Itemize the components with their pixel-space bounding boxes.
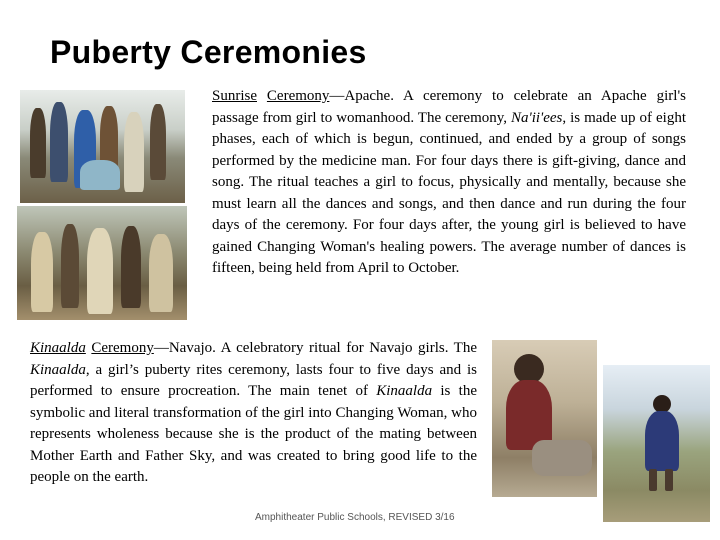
kinaalda-text-part2: , a girl’s puberty rites ceremony, lasts four to five days and is performed to ensure procreation. The main tenet of	[30, 361, 477, 399]
sunrise-ceremony-paragraph	[212, 86, 686, 280]
kinaalda-term: Kinaalda	[30, 340, 86, 356]
kinaalda-text-part1: —Navajo. A celebratory ritual for Navajo girls. The	[153, 340, 477, 356]
apache-ceremony-crowd-photo	[20, 90, 185, 203]
naiiees-term: Na'ii'ees	[510, 109, 563, 126]
sunrise-term: Sunrise	[212, 88, 257, 104]
sunrise-text-part2: , is made up of eight phases, each of which is begun, continued, and ended by a group of songs performed by the medicine man. For four days there is gift-giving, dance and song. The ritual teaches a girl to focus, physically and mentally, because she must learn all the dances and songs, and then dance and run during the four days of the ceremony. For four days after, the young girl is believed to have gained Changing Woman's healing powers. The average number of dances is fifteen, being held from April to October.	[212, 109, 686, 276]
kinaalda-italic-1: Kinaalda	[30, 361, 86, 378]
kinaalda-italic-2: Kinaalda	[376, 383, 433, 399]
apache-dancers-photo	[17, 206, 187, 320]
slide-title: Puberty Ceremonies	[50, 34, 367, 70]
navajo-girl-grinding-corn-photo	[492, 340, 597, 497]
footer-credit: Amphitheater Public Schools, REVISED 3/16	[255, 512, 455, 523]
kinaalda-text-part3: is the symbolic and literal transformation of the girl into Changing Woman, who represents wholeness because she is the product of the mating between Mother Earth and Father Sky, and was created to bring good life to the people on the earth.	[30, 383, 477, 485]
kinaalda-ceremony-paragraph	[30, 338, 477, 489]
navajo-girl-running-photo	[603, 365, 710, 522]
kinaalda-ceremony-term: Ceremony	[91, 340, 154, 356]
sunrise-ceremony-term: Ceremony	[266, 88, 330, 104]
sunrise-text-part1: —Apache. A ceremony to celebrate an Apache girl's passage from girl to womanhood. The ceremony,	[212, 88, 686, 126]
